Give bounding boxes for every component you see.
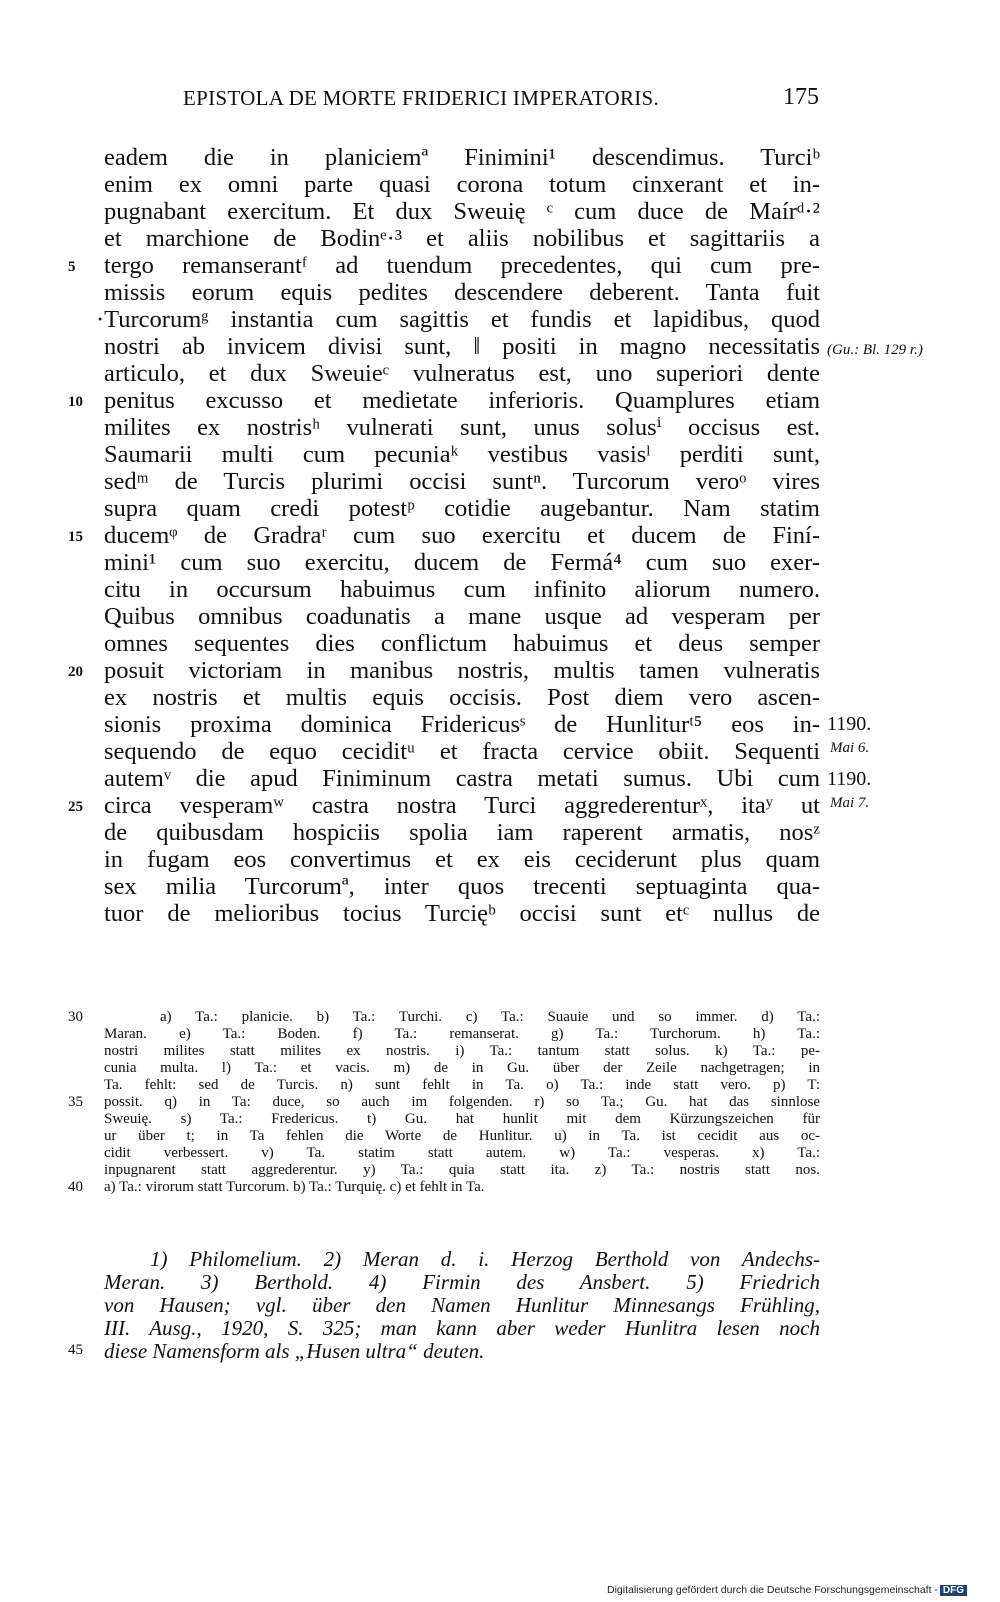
text-line: sequendo de equo ceciditᵘ et fracta cervice obiit. Sequenti: [104, 738, 820, 765]
text-line: enim ex omni parte quasi corona totum cinxerant et in-: [104, 171, 820, 198]
apparatus-line: cunia multa. l) Ta.: et vacis. m) de in Gu. über der Zeile nachgetragen; in: [104, 1060, 820, 1076]
text-line: omnes sequentes dies conflictum habuimus et deus semper: [104, 630, 820, 657]
text-line: pugnabant exercitum. Et dux Sweuię ᶜ cum duce de Maírᵈ·²: [104, 198, 820, 225]
manuscript-reference: (Gu.: Bl. 129 r.): [827, 342, 923, 358]
text-line: eadem die in planiciemª Finimini¹ descendimus. Turciᵇ: [104, 144, 820, 171]
apparatus-line: nostri milites statt milites ex nostris. i) Ta.: tantum statt solus. k) Ta.: pe-: [104, 1043, 820, 1059]
line-number: 10: [68, 394, 83, 410]
line-number: 20: [68, 664, 83, 680]
credit-text: Digitalisierung gefördert durch die Deutsche Forschungsgemeinschaft -: [607, 1584, 938, 1596]
apparatus-line: inpugnarent statt aggrederentur. y) Ta.: quia statt ita. z) Ta.: nostris statt nos.: [104, 1162, 820, 1178]
apparatus-line: Sweuię. s) Ta.: Fredericus. t) Gu. hat hunlit mit dem Kürzungszeichen für: [104, 1111, 820, 1127]
text-line: sex milia Turcorumª, inter quos trecenti septuaginta qua-: [104, 873, 820, 900]
text-line: ducemᵠ de Gradraʳ cum suo exercitu et ducem de Finí-: [104, 522, 820, 549]
text-line: sionis proxima dominica Fridericusˢ de Hunliturᵗ⁵ eos in-: [104, 711, 820, 738]
apparatus-line: Maran. e) Ta.: Boden. f) Ta.: remanserat. g) Ta.: Turchorum. h) Ta.:: [104, 1026, 820, 1042]
date-day: Mai 7.: [830, 795, 870, 811]
digitization-credit: [607, 1584, 994, 1600]
text-line: tergo remanserantᶠ ad tuendum precedentes, qui cum pre-: [104, 252, 820, 279]
text-line: missis eorum equis pedites descendere deberent. Tanta fuit: [104, 279, 820, 306]
text-line: sedᵐ de Turcis plurimi occisi suntⁿ. Turcorum veroᵒ vires: [104, 468, 820, 495]
dfg-logo: DFG: [940, 1585, 967, 1596]
note-line: III. Ausg., 1920, S. 325; man kann aber weder Hunlitra lesen noch: [104, 1316, 820, 1340]
text-line: Saumarii multi cum pecuniaᵏ vestibus vasisˡ perditi sunt,: [104, 441, 820, 468]
text-line: articulo, et dux Sweuieᶜ vulneratus est, uno superiori dente: [104, 360, 820, 387]
text-line: et marchione de Bodinᵉ·³ et aliis nobilibus et sagittariis a: [104, 225, 820, 252]
text-line: de quibusdam hospiciis spolia iam raperent armatis, nosᶻ: [104, 819, 820, 846]
text-line: milites ex nostrisʰ vulnerati sunt, unus solusⁱ occisus est.: [104, 414, 820, 441]
date-day: Mai 6.: [830, 740, 870, 756]
apparatus-line: ur über t; in Ta fehlen die Worte de Hunlitur. u) in Ta. ist cecidit aus oc-: [104, 1128, 820, 1144]
apparatus-line: Ta. fehlt: sed de Turcis. n) sunt fehlt in Ta. o) Ta.: inde statt vero. p) T:: [104, 1077, 820, 1093]
text-line: ex nostris et multis equis occisis. Post diem vero ascen-: [104, 684, 820, 711]
text-line: mini¹ cum suo exercitu, ducem de Fermá⁴ cum suo exer-: [104, 549, 820, 576]
line-number: 35: [68, 1094, 83, 1110]
note-line: Meran. 3) Berthold. 4) Firmin des Ansbert. 5) Friedrich: [104, 1270, 820, 1294]
apparatus-line: possit. q) in Ta: duce, so auch im folgenden. r) so Ta.; Gu. hat das sinnlose: [104, 1094, 820, 1110]
text-line: ·Turcorumᵍ instantia cum sagittis et fundis et lapidibus, quod: [96, 306, 820, 333]
note-line: 1) Philomelium. 2) Meran d. i. Herzog Berthold von Andechs-: [150, 1247, 820, 1271]
text-line: supra quam credi potestᵖ cotidie augebantur. Nam statim: [104, 495, 820, 522]
text-line: penitus excusso et medietate inferioris. Quamplures etiam: [104, 387, 820, 414]
apparatus-line: a) Ta.: planicie. b) Ta.: Turchi. c) Ta.: Suauie und so immer. d) Ta.:: [160, 1009, 820, 1025]
date-year: 1190.: [827, 713, 872, 735]
apparatus-line: a) Ta.: virorum statt Turcorum. b) Ta.: Turquię. c) et fehlt in Ta.: [104, 1179, 485, 1195]
note-line: von Hausen; vgl. über den Namen Hunlitur Minnesangs Frühling,: [104, 1293, 820, 1317]
line-number: 15: [68, 529, 83, 545]
line-number: 40: [68, 1179, 83, 1195]
line-number: 45: [68, 1342, 83, 1358]
text-line: citu in occursum habuimus cum infinito aliorum numero.: [104, 576, 820, 603]
line-number: 30: [68, 1009, 83, 1025]
date-year: 1190.: [827, 768, 872, 790]
page-number: 175: [783, 84, 819, 110]
note-line: diese Namensform als „Husen ultra“ deuten.: [104, 1339, 485, 1363]
text-line: Quibus omnibus coadunatis a mane usque ad vesperam per: [104, 603, 820, 630]
text-line: circa vesperamʷ castra nostra Turci aggrederenturˣ, itaʸ ut: [104, 792, 820, 819]
text-line: posuit victoriam in manibus nostris, multis tamen vulneratis: [104, 657, 820, 684]
text-line: nostri ab invicem divisi sunt, ‖ positi in magno necessitatis: [104, 333, 820, 360]
line-number: 25: [68, 799, 83, 815]
line-number: 5: [68, 259, 76, 275]
text-line: tuor de melioribus tocius Turcięᵇ occisi sunt etᶜ nullus de: [104, 900, 820, 927]
page-title: EPISTOLA DE MORTE FRIDERICI IMPERATORIS.: [183, 86, 660, 110]
apparatus-line: cidit verbessert. v) Ta. statim statt autem. w) Ta.: vesperas. x) Ta.:: [104, 1145, 820, 1161]
text-line: autemᵛ die apud Finiminum castra metati sumus. Ubi cum: [104, 765, 820, 792]
text-line: in fugam eos convertimus et ex eis ceciderunt plus quam: [104, 846, 820, 873]
